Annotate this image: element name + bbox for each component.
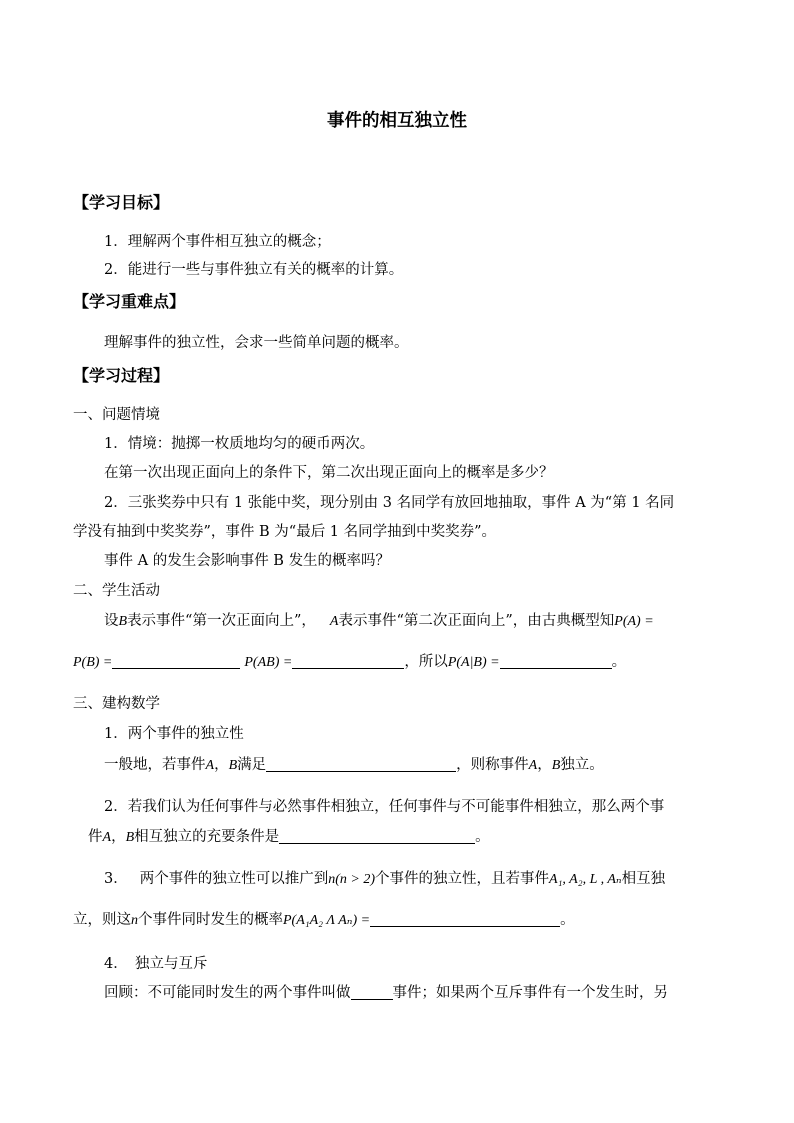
s3-l2-mid: 个事件同时发生的概率 [138,912,283,928]
s1-end: 独立。 [560,757,604,773]
s4-post: 事件；如果两个互斥事件有一个发生时，另 [392,985,668,1001]
s4-pre: 回顾：不可能同时发生的两个事件叫做 [104,985,351,1001]
s3-end: 相互独 [621,871,666,887]
s3-l2-pre: 立，则这 [73,912,131,928]
p-a-expression: P(A) = [614,614,654,629]
p-b-expression: P(B) = [73,655,113,670]
part3-s2-line-1: 2．若我们认为任何事件与必然事件相独立，任何事件与不可能事件相独立，那么两个事 [104,799,665,815]
part2-l2-end: 。 [611,654,627,670]
part3-s4-line [104,983,668,1003]
part3-s3-line-2 [73,910,575,931]
s2-comma: ， [111,829,126,845]
event-a-symbol: A [329,614,339,629]
s3-pre: 两个事件的独立性可以推广到 [139,871,329,887]
s2-mid: 相互独立的充要条件是 [134,829,280,845]
event-b-symbol: B [118,614,128,629]
s3-num: 3． [104,871,128,887]
key-points-text: 理解事件的独立性，会求一些简单问题的概率。 [104,335,409,351]
part1-heading: 一、问题情境 [73,407,160,423]
part3-s2-line-2 [88,827,490,848]
s2-pre: 件 [88,829,103,845]
s3-joint-probability-expression: P(A₁A₂ Λ Aₙ) = [283,913,371,928]
s1-comma: ， [214,757,229,773]
s1-event-a: A [205,758,215,773]
s1-then: ，则称事件 [456,757,529,773]
p-ab-expression: P(AB) = [244,655,293,670]
objective-item-1: 1．理解两个事件相互独立的概念； [104,234,331,250]
s1-pre: 一般地，若事件 [104,757,206,773]
process-heading: 【学习过程】 [73,366,170,385]
part1-line-3: 2．三张奖券中只有 1 张能中奖，现分别由 3 名同学有放回地抽取，事件 A 为“第 1 名同 [104,495,675,511]
s2-end: 。 [475,829,490,845]
part1-line-5: 事件 A 的发生会影响事件 B 发生的概率吗？ [104,553,391,569]
part3-s4-title: 4． 独立与互斥 [104,956,208,972]
part2-l1-pre: 设 [104,613,119,629]
part3-heading: 三、建构数学 [73,696,160,712]
part1-line-1: 1．情境：抛掷一枚质地均匀的硬币两次。 [104,436,375,452]
fill-blank-p-ab[interactable] [292,654,404,669]
s3-event-sequence: A₁, A₂, L , Aₙ [549,872,622,887]
s2-event-b: B [125,830,135,845]
part2-l2-so: ，所以 [404,654,448,670]
fill-blank-p-conditional[interactable] [500,654,612,669]
fill-blank-joint-probability[interactable] [370,912,560,927]
part2-l1-mid: 表示事件“第一次正面向上”， [127,613,316,629]
part3-s3-line-1 [104,869,665,890]
s1-mid: 满足 [237,757,267,773]
s3-mid: 个事件的独立性，且若事件 [375,871,550,887]
part2-l1-post: 表示事件“第二次正面向上”，由古典概型知 [338,613,615,629]
fill-blank-independence-condition[interactable] [266,757,456,772]
page-title: 事件的相互独立性 [327,111,467,131]
s1-event-b: B [228,758,238,773]
part3-s1-line [104,755,604,776]
s2-event-a: A [102,830,112,845]
s3-l2-n: n [131,913,138,928]
fill-blank-iff-condition[interactable] [279,829,475,844]
s3-l2-end: 。 [560,912,575,928]
part2-heading: 二、学生活动 [73,583,160,599]
s1-comma2: ， [537,757,552,773]
s1-event-b2: B [551,758,561,773]
s1-event-a2: A [528,758,538,773]
part2-line-2 [73,652,626,673]
fill-blank-mutually-exclusive[interactable] [351,985,393,1000]
part1-line-4: 学没有抽到中奖奖券”，事件 B 为“最后 1 名同学抽到中奖奖券”。 [73,524,497,540]
objective-item-2: 2．能进行一些与事件独立有关的概率的计算。 [104,262,404,278]
s3-n-condition: n(n > 2) [328,872,376,887]
key-points-heading: 【学习重难点】 [73,292,186,311]
part3-s1-title: 1．两个事件的独立性 [104,726,244,742]
part2-line-1 [104,611,654,632]
p-conditional-expression: P(A|B) = [447,655,500,670]
fill-blank-p-b[interactable] [112,654,240,669]
objectives-heading: 【学习目标】 [73,193,170,212]
part1-line-2: 在第一次出现正面向上的条件下，第二次出现正面向上的概率是多少？ [104,465,554,481]
